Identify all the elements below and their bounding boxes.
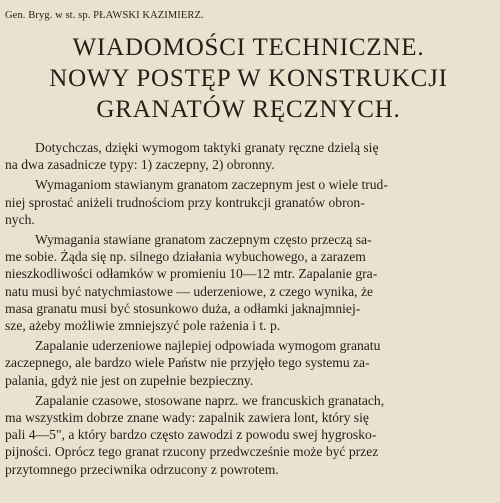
text-line: palania, gdyż nie jest on zupełnie bezpieczny. <box>5 372 254 388</box>
paragraph <box>5 176 492 228</box>
article-title <box>5 32 492 125</box>
paragraph <box>5 337 492 389</box>
text-line: Wymagania stawiane granatom zaczepnym często przeczą sa- <box>35 232 372 248</box>
text-line: pijności. Oprócz tego granat rzucony przedwcześnie może być przez <box>5 444 379 460</box>
title-line: NOWY POSTĘP W KONSTRUKCJI <box>49 65 448 92</box>
text-line: pali 4—5", a który bardzo często zawodzi z powodu swej hygrosko- <box>5 427 377 443</box>
text-line: Wymaganiom stawianym granatom zaczepnym jest o wiele trud- <box>35 177 388 193</box>
text-line: natu musi być natychmiastowe — uderzeniowe, z czego wynika, że <box>5 283 374 299</box>
text-line: masa granatu musi być stosunkowo duża, a odłamki jaknajmniej- <box>5 300 361 316</box>
text-line: Zapalanie uderzeniowe najlepiej odpowiada wymogom granatu <box>35 338 381 354</box>
text-line: Dotychczas, dzięki wymogom taktyki granaty ręczne dzielą się <box>35 140 379 155</box>
author-line: Gen. Bryg. w st. sp. PŁAWSKI KAZIMIERZ. <box>5 10 204 21</box>
text-line: ma wszystkim dobrze znane wady: zapalnik zawiera lont, który się <box>5 410 369 426</box>
text-line: przytomnego przeciwnika odrzucony z powrotem. <box>5 461 279 477</box>
text-line: sze, ażeby możliwie zmniejszyć pole rażenia i t. p. <box>5 318 281 334</box>
text-line: me sobie. Żąda się np. silnego działania wybuchowego, a zarazem <box>5 249 366 265</box>
title-line: WIADOMOŚCI TECHNICZNE. <box>72 34 425 61</box>
title-line: GRANATÓW RĘCZNYCH. <box>96 96 401 123</box>
text-line: na dwa zasadnicze typy: 1) zaczepny, 2) obronny. <box>5 157 275 173</box>
paragraph <box>5 392 492 478</box>
text-line: nych. <box>5 211 35 227</box>
text-line: zaczepnego, ale bardzo wiele Państw nie przyjęło tego systemu za- <box>5 355 370 371</box>
paragraph <box>5 139 492 173</box>
article-body <box>5 139 492 478</box>
text-line: nieszkodliwości odłamków w promieniu 10—12 mtr. Zapalanie gra- <box>5 266 378 282</box>
text-line: niej sprostać aniżeli trudnościom przy kontrukcji granatów obron- <box>5 194 365 210</box>
paragraph <box>5 231 492 334</box>
text-line: Zapalanie czasowe, stosowane naprz. we francuskich granatach, <box>35 392 385 408</box>
